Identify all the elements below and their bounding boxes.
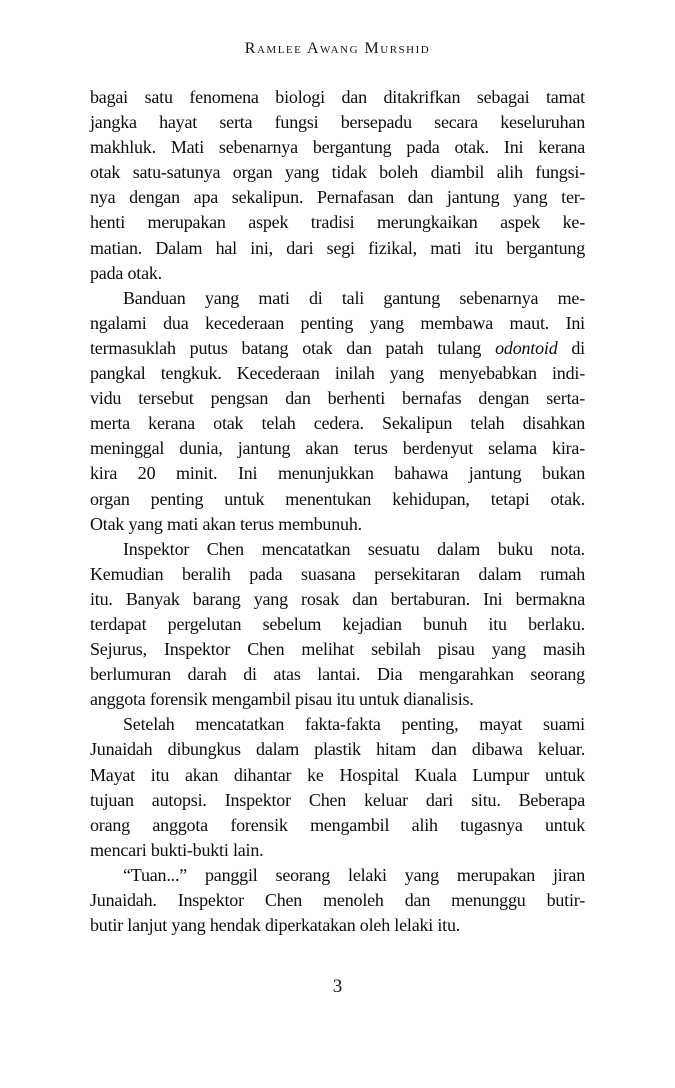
text-line: orang anggota forensik mengambil alih tugasnya untuk <box>90 814 585 835</box>
text-line: Banduan yang mati di tali gantung sebenarnya me- <box>123 287 585 308</box>
text-block <box>90 85 585 938</box>
text-line: bagai satu fenomena biologi dan ditakrifkan sebagai tamat <box>90 87 585 107</box>
text-line: Kemudian beralih pada suasana persekitaran dalam rumah <box>90 563 585 584</box>
running-header: Ramlee Awang Murshid <box>244 40 431 57</box>
text-line: butir lanjut yang hendak diperkatakan oleh lelaki itu. <box>90 915 461 936</box>
text-line: pangkal tengkuk. Kecederaan inilah yang menyebabkan indi- <box>90 363 585 384</box>
text-line: henti merupakan aspek tradisi merungkaikan aspek ke- <box>90 212 585 233</box>
text-line: kira 20 minit. Ini menunjukkan bahawa jantung bukan <box>90 463 585 484</box>
text-line: organ penting untuk menentukan kehidupan, tetapi otak. <box>90 488 585 509</box>
text-line: anggota forensik mengambil pisau itu untuk dianalisis. <box>90 689 474 710</box>
text-line: matian. Dalam hal ini, dari segi fizikal, mati itu bergantung <box>90 237 585 258</box>
text-line: makhluk. Mati sebenarnya bergantung pada otak. Ini kerana <box>90 137 585 158</box>
paragraph <box>90 712 585 863</box>
text-line: pada otak. <box>90 262 162 283</box>
text-line: “Tuan...” panggil seorang lelaki yang merupakan jiran <box>123 864 585 885</box>
text-line: mencari bukti-bukti lain. <box>90 839 264 860</box>
text-line: Junaidah. Inspektor Chen menoleh dan menunggu butir- <box>90 890 585 910</box>
text-line: termasuklah putus batang otak dan patah tulang odontoid di <box>90 337 585 358</box>
paragraph <box>90 286 585 537</box>
text-line: otak satu-satunya organ yang tidak boleh diambil alih fungsi- <box>90 162 585 183</box>
text-line: ngalami dua kecederaan penting yang membawa maut. Ini <box>90 312 585 333</box>
text-line: nya dengan apa sekalipun. Pernafasan dan jantung yang ter- <box>90 187 585 208</box>
text-line: Setelah mencatatkan fakta-fakta penting, mayat suami <box>123 714 585 735</box>
paragraph <box>90 863 585 938</box>
text-line: Mayat itu akan dihantar ke Hospital Kuala Lumpur untuk <box>90 764 585 785</box>
text-line: berlumuran darah di atas lantai. Dia mengarahkan seorang <box>90 664 585 685</box>
text-line: Inspektor Chen mencatatkan sesuatu dalam buku nota. <box>123 538 585 559</box>
text-line: tujuan autopsi. Inspektor Chen keluar dari situ. Beberapa <box>90 789 585 810</box>
text-line: Otak yang mati akan terus membunuh. <box>90 513 362 534</box>
page-number: 3 <box>332 976 343 997</box>
text-line: itu. Banyak barang yang rosak dan bertaburan. Ini bermakna <box>90 588 585 609</box>
text-line: meninggal dunia, jantung akan terus berdenyut selama kira- <box>90 438 585 459</box>
paragraph <box>90 85 585 286</box>
paragraph <box>90 537 585 713</box>
text-line: merta kerana otak telah cedera. Sekalipun telah disahkan <box>90 413 585 434</box>
text-line: vidu tersebut pengsan dan berhenti bernafas dengan serta- <box>90 388 585 409</box>
text-line: terdapat pergelutan sebelum kejadian bunuh itu berlaku. <box>90 613 585 634</box>
text-line: jangka hayat serta fungsi bersepadu secara keseluruhan <box>90 112 585 133</box>
text-line: Sejurus, Inspektor Chen melihat sebilah pisau yang masih <box>90 639 585 660</box>
text-line: Junaidah dibungkus dalam plastik hitam dan dibawa keluar. <box>90 739 585 760</box>
